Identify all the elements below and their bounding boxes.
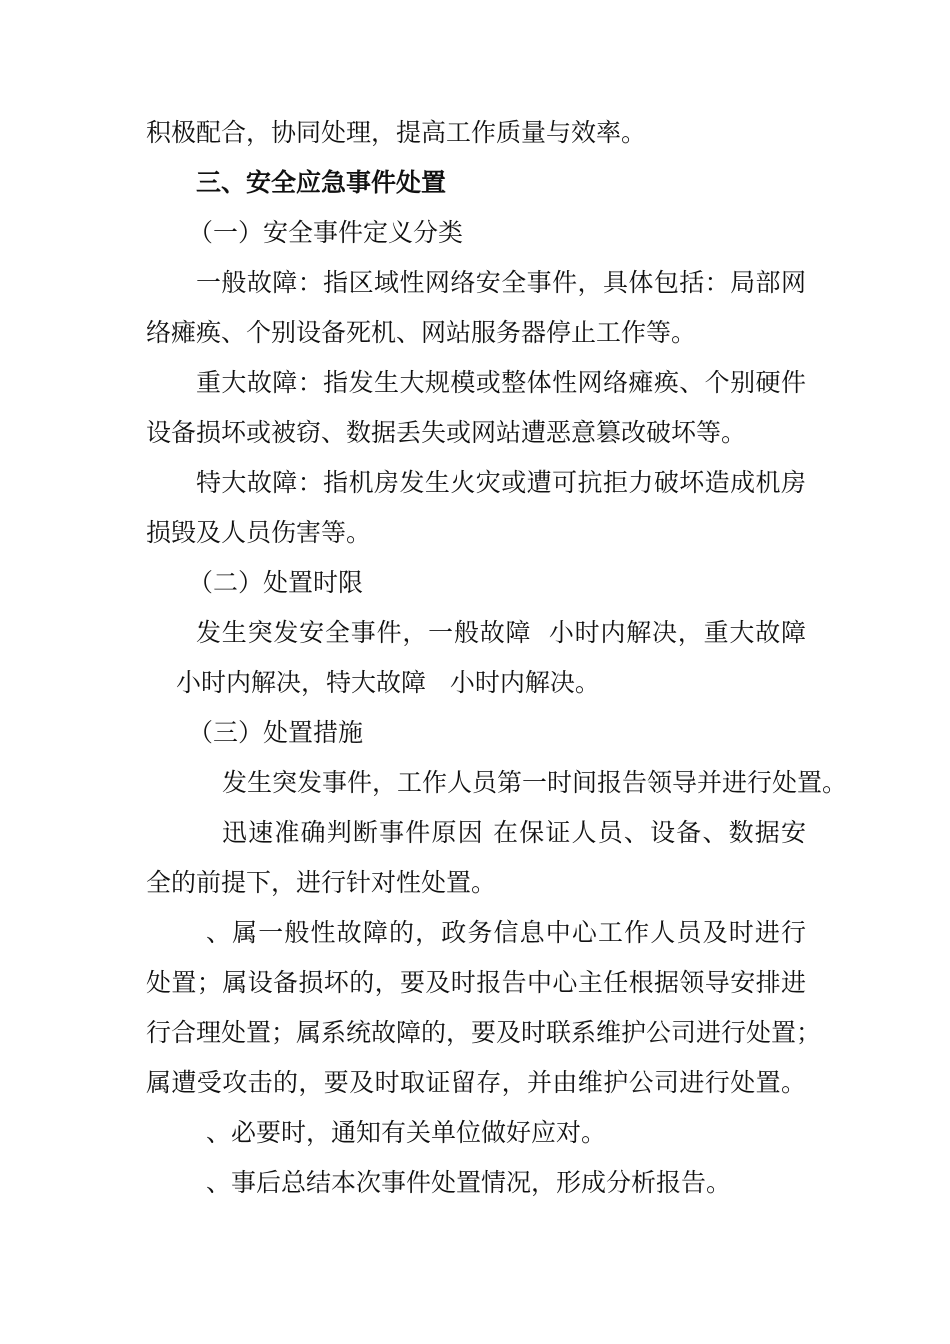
paragraph-line: 、必要时，通知有关单位做好应对。	[206, 1118, 607, 1147]
subsection-heading: （三）处置措施	[188, 718, 364, 747]
paragraph-line: 处置；属设备损坏的，要及时报告中心主任根据领导安排进	[146, 968, 806, 997]
paragraph-line: 、属一般性故障的，政务信息中心工作人员及时进行	[206, 918, 806, 947]
paragraph-line: 络瘫痪、个别设备死机、网站服务器停止工作等。	[146, 318, 697, 347]
subsection-heading: （二）处置时限	[188, 568, 364, 597]
paragraph-line: 全的前提下，进行针对性处置。	[146, 868, 497, 897]
paragraph-line: 积极配合，协同处理，提高工作质量与效率。	[146, 118, 647, 147]
section-heading: 三、安全应急事件处置	[196, 168, 447, 197]
paragraph-line: 小时内解决，特大故障 小时内解决。	[176, 668, 600, 697]
paragraph-line: 发生突发安全事件，一般故障 小时内解决，重大故障	[196, 618, 806, 647]
paragraph-line: 特大故障：指机房发生火灾或遭可抗拒力破坏造成机房	[196, 468, 806, 497]
paragraph-line: 一般故障：指区域性网络安全事件，具体包括：局部网	[196, 268, 806, 297]
paragraph-line: 、事后总结本次事件处置情况，形成分析报告。	[206, 1168, 732, 1197]
paragraph-line: 发生突发事件，工作人员第一时间报告领导并进行处置。	[222, 768, 848, 797]
paragraph-line: 设备损坏或被窃、数据丢失或网站遭恶意篡改破坏等。	[146, 418, 747, 447]
subsection-heading: （一）安全事件定义分类	[188, 218, 464, 247]
paragraph-line: 损毁及人员伤害等。	[146, 518, 372, 547]
paragraph-line: 迅速准确判断事件原因 在保证人员、设备、数据安	[222, 818, 806, 847]
paragraph-line: 行合理处置；属系统故障的，要及时联系维护公司进行处置；	[146, 1018, 822, 1047]
paragraph-line: 属遭受攻击的，要及时取证留存，并由维护公司进行处置。	[146, 1068, 806, 1097]
paragraph-line: 重大故障：指发生大规模或整体性网络瘫痪、个别硬件	[196, 368, 806, 397]
